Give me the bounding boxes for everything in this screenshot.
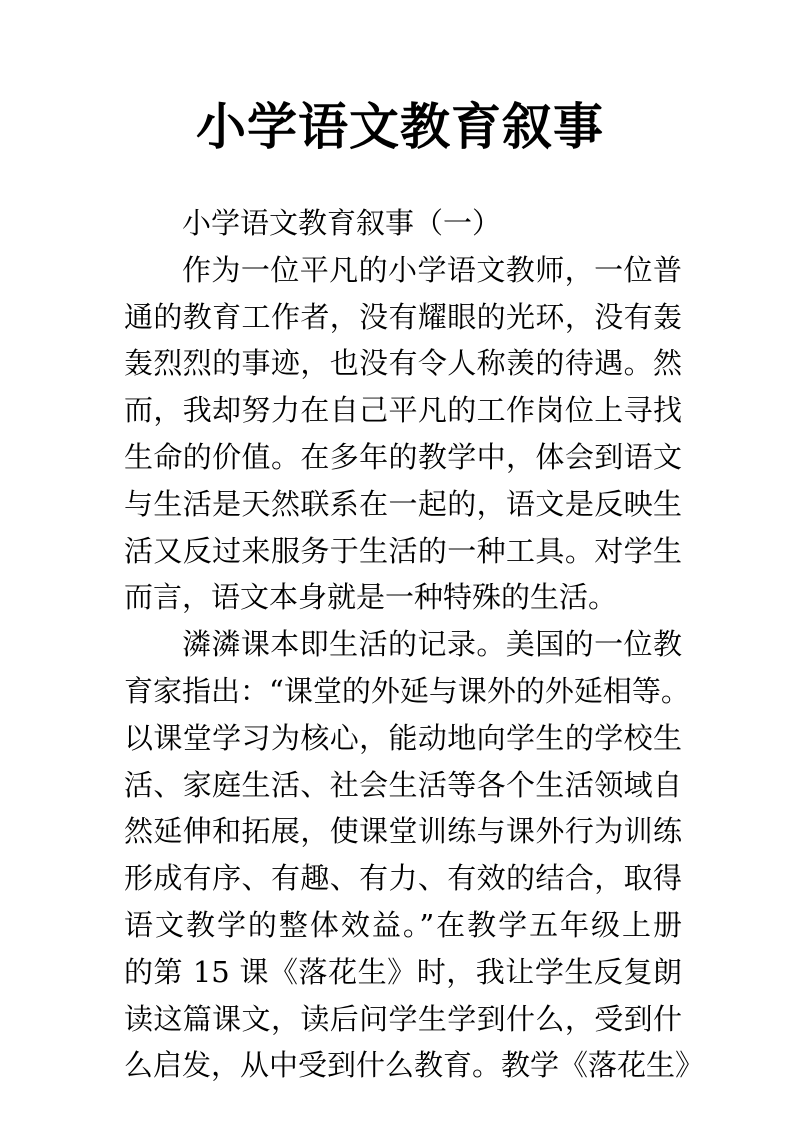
paragraph-line: 小学语文教育叙事（一） — [182, 206, 502, 240]
paragraph-line: 通的教育工作者，没有耀眼的光环，没有轰 — [124, 299, 682, 334]
paragraph-line: 轰烈烈的事迹，也没有令人称羡的待遇。然 — [124, 346, 682, 381]
paragraph-line: 潾潾课本即生活的记录。美国的一位教 — [182, 627, 682, 662]
paragraph-line: 活、家庭生活、社会生活等各个生活领域自 — [124, 767, 682, 802]
paragraph-line: 生命的价值。在多年的教学中，体会到语文 — [124, 439, 682, 474]
paragraph-line: 的第 15 课《落花生》时，我让学生反复朗 — [124, 954, 682, 989]
paragraph-line: 语文教学的整体效益。”在教学五年级上册 — [124, 907, 682, 942]
paragraph-line: 形成有序、有趣、有力、有效的结合，取得 — [124, 861, 682, 896]
paragraph-line: 然延伸和拓展，使课堂训练与课外行为训练 — [124, 814, 682, 849]
paragraph-line: 读这篇课文，读后问学生学到什么，受到什 — [124, 1001, 682, 1036]
document-title: 小学语文教育叙事 — [196, 97, 604, 156]
paragraph-line: 以课堂学习为核心，能动地向学生的学校生 — [124, 720, 682, 755]
paragraph-line: 么启发，从中受到什么教育。教学《落花生》 — [124, 1048, 705, 1083]
paragraph-line: 育家指出：“课堂的外延与课外的外延相等。 — [124, 673, 690, 708]
paragraph-line: 作为一位平凡的小学语文教师，一位普 — [182, 252, 682, 287]
document-body — [124, 200, 705, 1089]
paragraph-line: 而，我却努力在自己平凡的工作岗位上寻找 — [124, 393, 682, 428]
paragraph-line: 活又反过来服务于生活的一种工具。对学生 — [124, 533, 682, 568]
paragraph-line: 而言，语文本身就是一种特殊的生活。 — [124, 580, 618, 615]
paragraph-line: 与生活是天然联系在一起的，语文是反映生 — [124, 486, 682, 521]
